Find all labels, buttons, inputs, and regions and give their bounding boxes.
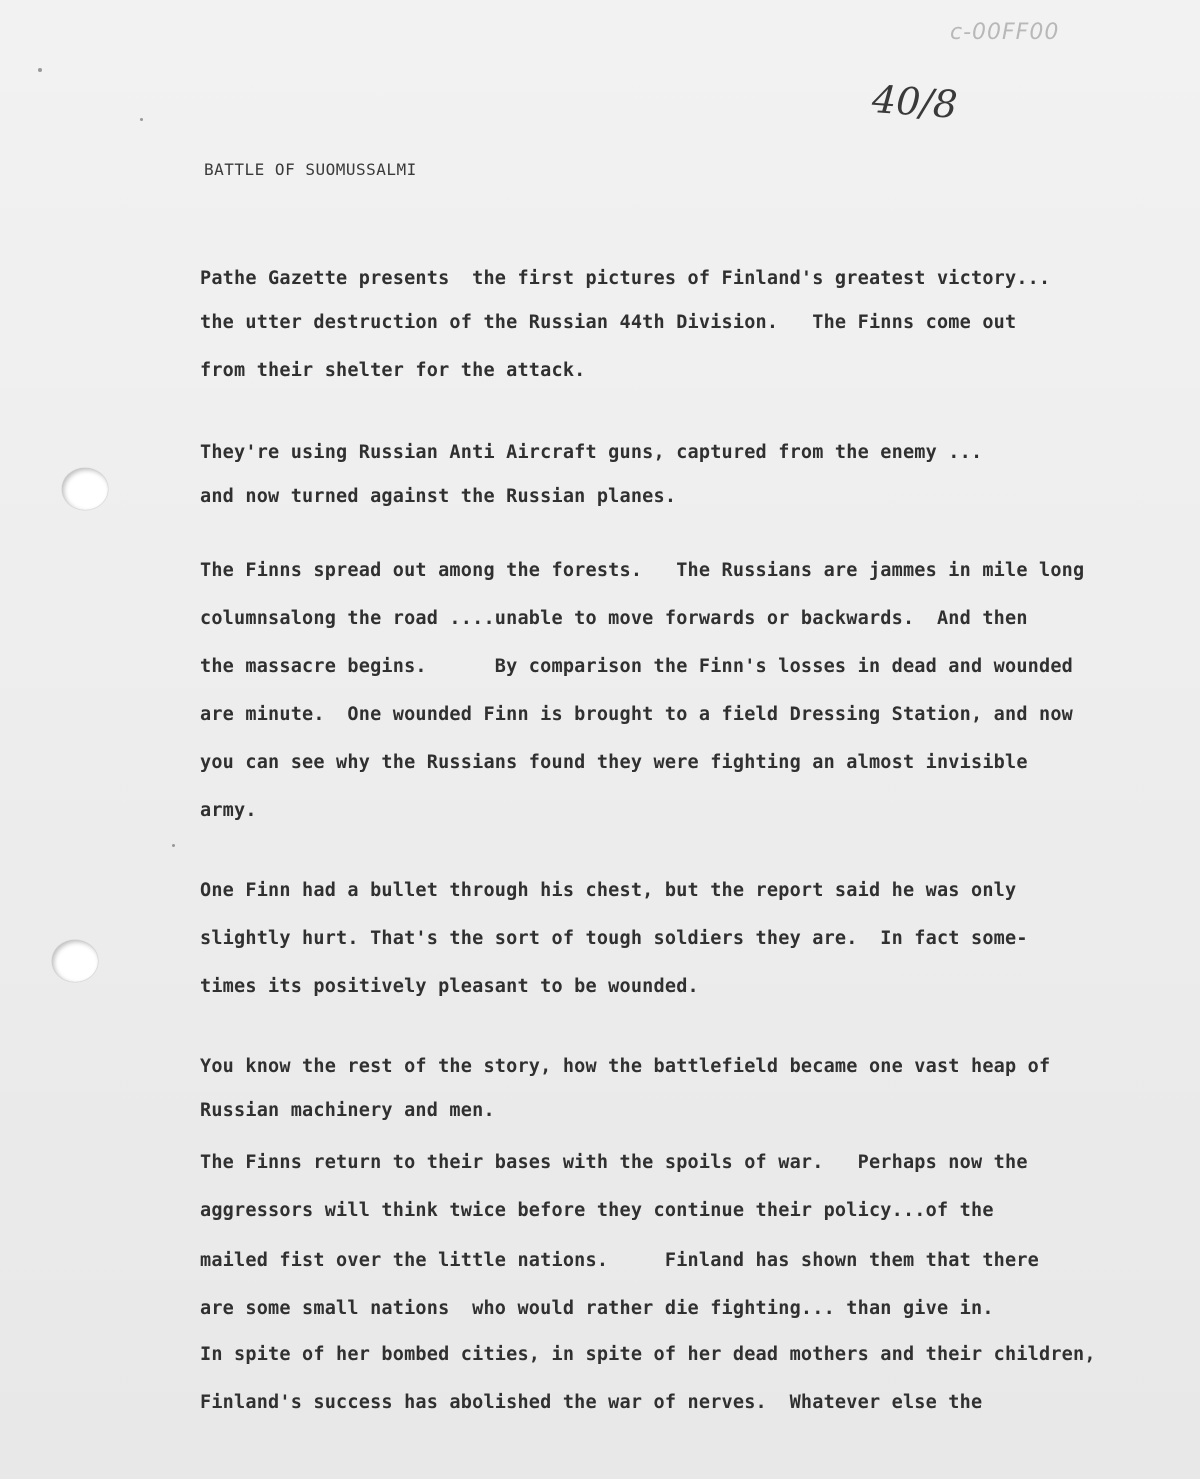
archive-code: c-00FF00 [950,20,1060,45]
text-line: you can see why the Russians found they were fighting an almost invisible [200,752,1028,773]
text-line: are some small nations who would rather die fighting... than give in. [200,1298,994,1319]
folio-number: 40/8 [870,77,959,127]
text-line: the utter destruction of the Russian 44th Division. The Finns come out [200,312,1017,333]
text-line: Russian machinery and men. [200,1100,495,1121]
paper-speck [38,68,42,72]
text-line: army. [200,800,257,821]
text-line: One Finn had a bullet through his chest, but the report said he was only [200,880,1017,901]
text-line: You know the rest of the story, how the battlefield became one vast heap of [200,1056,1051,1077]
text-line: the massacre begins. By comparison the Finn's losses in dead and wounded [200,656,1074,677]
punch-hole [52,940,98,982]
punch-hole [62,468,108,510]
text-line: columnsalong the road ....unable to move forwards or backwards. And then [200,608,1028,629]
paper-speck [172,844,175,847]
text-line: Pathe Gazette presents the first pictures of Finland's greatest victory... [200,268,1051,289]
text-line: aggressors will think twice before they continue their policy...of the [200,1200,994,1221]
text-line: Finland's success has abolished the war of nerves. Whatever else the [200,1392,983,1413]
text-line: In spite of her bombed cities, in spite of her dead mothers and their children, [200,1344,1096,1365]
text-line: slightly hurt. That's the sort of tough soldiers they are. In fact some- [200,928,1028,949]
document-title: BATTLE OF SUOMUSSALMI [204,160,417,179]
text-line: They're using Russian Anti Aircraft guns, captured from the enemy ... [200,442,983,463]
text-line: from their shelter for the attack. [200,360,586,381]
text-line: are minute. One wounded Finn is brought to a field Dressing Station, and now [200,704,1074,725]
text-line: The Finns spread out among the forests. The Russians are jammes in mile long [200,560,1085,581]
text-line: mailed fist over the little nations. Finland has shown them that there [200,1250,1040,1271]
text-line: and now turned against the Russian planes. [200,486,677,507]
text-line: The Finns return to their bases with the spoils of war. Perhaps now the [200,1152,1028,1173]
text-line: times its positively pleasant to be wounded. [200,976,699,997]
paper-speck [140,118,143,121]
